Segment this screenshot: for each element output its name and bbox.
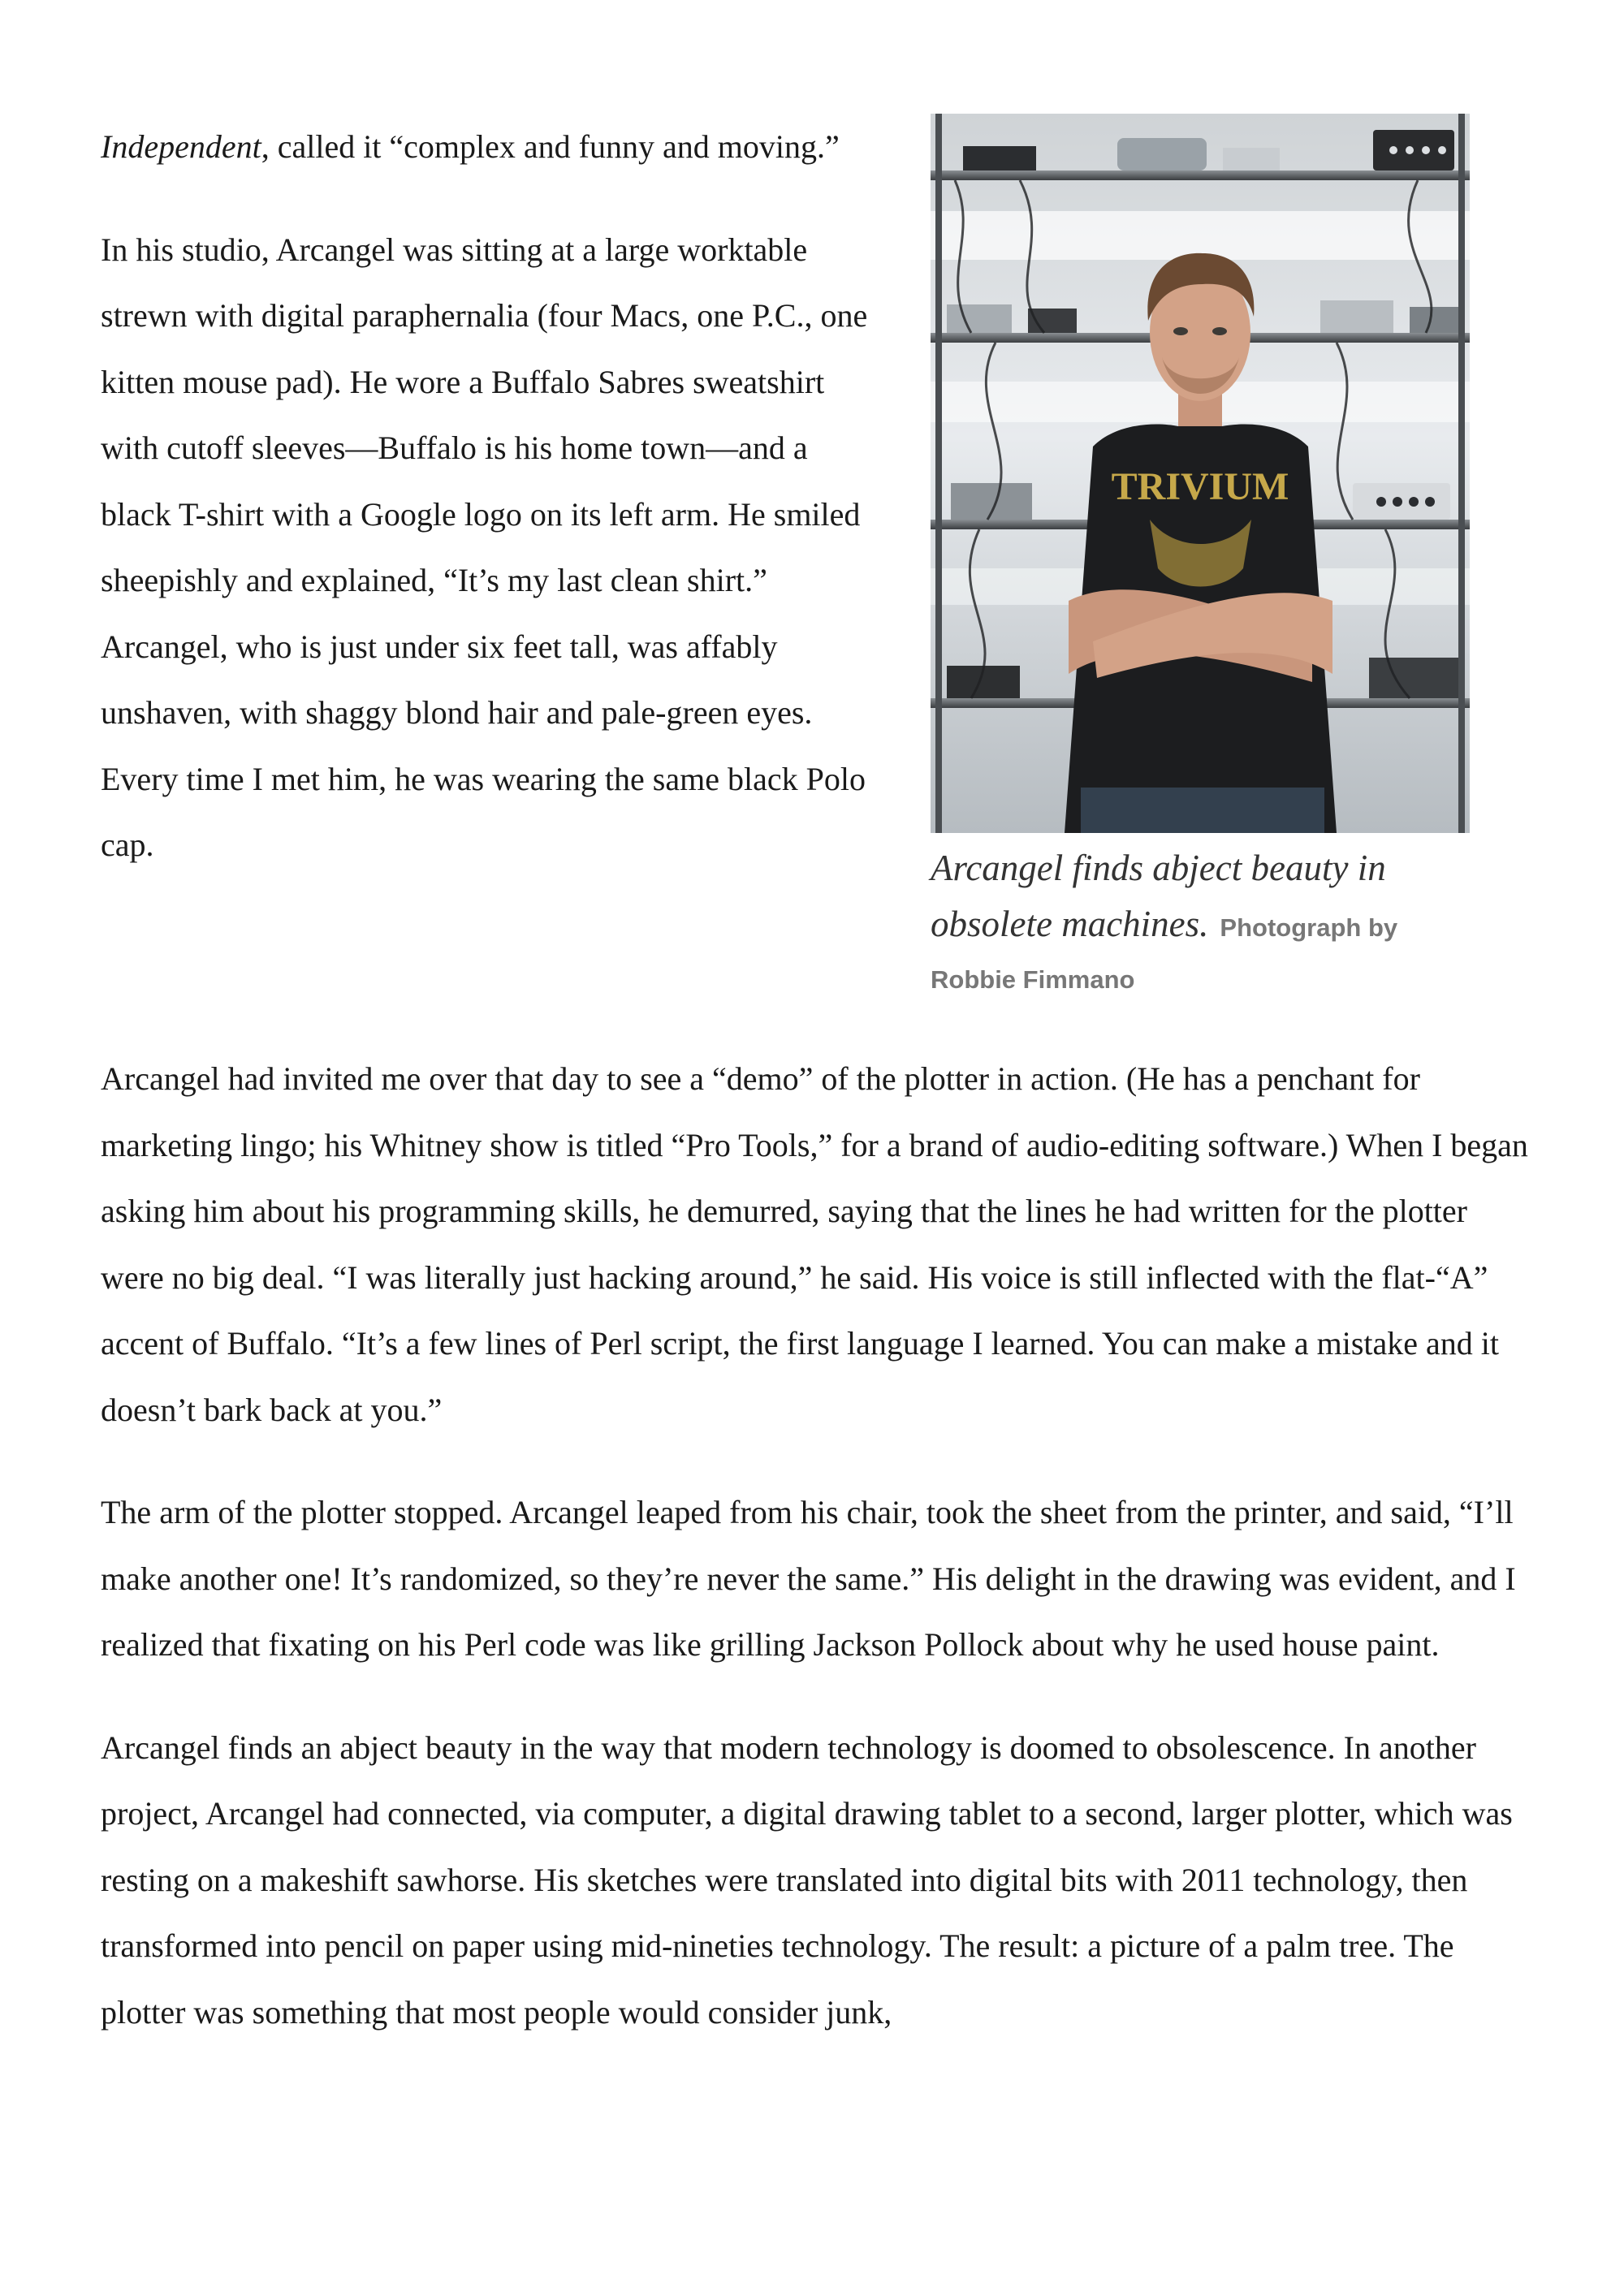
article-body bbox=[101, 114, 1530, 2031]
paragraph-text: , called it “complex and funny and moving.” bbox=[261, 128, 840, 165]
photo-arcangel[interactable] bbox=[931, 114, 1470, 833]
paragraph: Arcangel had invited me over that day to see a “demo” of the plotter in action. (He has a penchant for marketing lingo; his Whitney show is titled “Pro Tools,” for a brand of audio-editing software.) When I began asking him about his programming skills, he demurred, saying that the lines he had written for the plotter were no big deal. “I was literally just hacking around,” he said. His voice is still inflected with the flat-“A” accent of Buffalo. “It’s a few lines of Perl script, the first language I learned. You can make a mistake and it doesn’t bark back at you.” bbox=[101, 1060, 1528, 1428]
top-text-column bbox=[101, 114, 880, 878]
figure bbox=[931, 114, 1476, 1008]
paragraph: Arcangel finds an abject beauty in the way that modern technology is doomed to obsolescence. In another project, Arcangel had connected, via computer, a digital drawing tablet to a second, larger plotter, which was resting on a makeshift sawhorse. His sketches were translated into digital bits with 2011 technology, then transformed into pencil on paper using mid-nineties technology. The result: a picture of a palm tree. The plotter was something that most people would consider junk, bbox=[101, 1728, 1513, 2031]
photo-credit: Photograph by Robbie Fimmano bbox=[931, 913, 1398, 994]
caption-text: Arcangel finds abject beauty in obsolete machines. bbox=[931, 848, 1386, 944]
paragraph bbox=[101, 114, 880, 180]
publication-name: Independent bbox=[101, 128, 261, 165]
paragraph: The arm of the plotter stopped. Arcangel leaped from his chair, took the sheet from the printer, and said, “I’ll make another one! It’s randomized, so they’re never the same.” His delight in the drawing was evident, and I realized that fixating on his Perl code was like grilling Jackson Pollock about why he used house paint. bbox=[101, 1494, 1516, 1663]
shirt-graphic-text: TRIVIUM bbox=[1111, 465, 1289, 508]
figure-caption bbox=[931, 844, 1434, 1008]
paragraph: In his studio, Arcangel was sitting at a large worktable strewn with digital paraphernalia (four Macs, one P.C., one kitten mouse pad). He wore a Buffalo Sabres sweatshirt with cutoff sleeves—Buffalo is his home town—and a black T-shirt with a Google logo on its left arm. He smiled sheepishly and explained, “It’s my last clean shirt.” Arcangel, who is just under six feet tall, was affably unshaven, with shaggy blond hair and pale-green eyes. Every time I met him, he was wearing the same black Polo cap. bbox=[101, 231, 868, 863]
top-section bbox=[101, 114, 1530, 1003]
full-width-text bbox=[101, 1046, 1530, 2082]
